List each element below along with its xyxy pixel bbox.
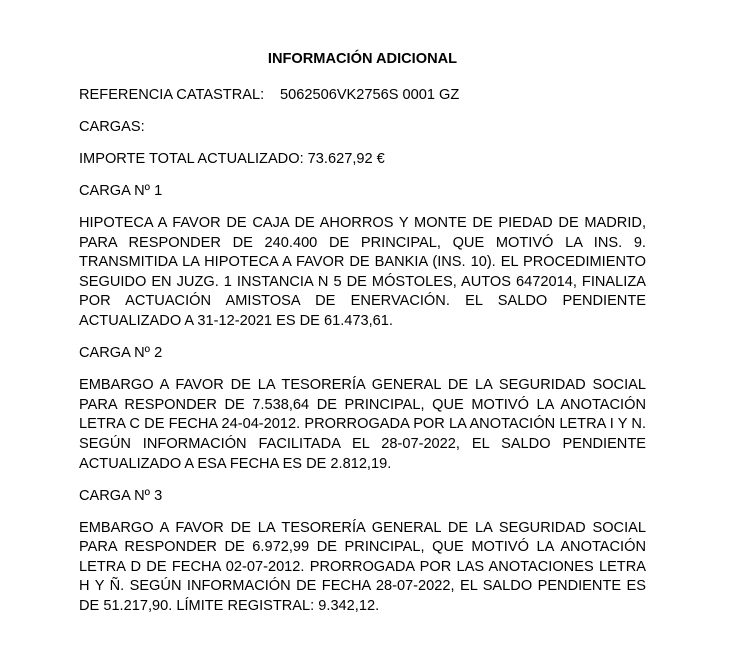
document-title: INFORMACIÓN ADICIONAL — [267, 51, 458, 67]
carga-2-heading: CARGA Nº 2 — [79, 345, 163, 362]
document-body — [79, 50, 646, 629]
carga-1-heading: CARGA Nº 1 — [79, 182, 163, 199]
importe-total: IMPORTE TOTAL ACTUALIZADO: 73.627,92 € — [79, 150, 385, 167]
carga-3-heading: CARGA Nº 3 — [79, 487, 163, 504]
referencia-catastral-value: 5062506VK2756S 0001 GZ — [280, 86, 460, 103]
cargas-label: CARGAS: — [79, 118, 145, 135]
carga-1-text: HIPOTECA A FAVOR DE CAJA DE AHORROS Y MONTE DE PIEDAD DE MADRID, PARA RESPONDER DE 240.400 DE PRINCIPAL, QUE MOTIVÓ LA INS. 9. TRANSMITIDA LA HIPOTECA A FAVOR DE BANKIA (INS. 10). EL PROCEDIMIENTO SEGUIDO EN JUZG. 1 INSTANCIA N 5 DE MÓSTOLES, AUTOS 6472014, FINALIZA POR ACTUACIÓN AMISTOSA DE ENERVACIÓN. EL SALDO PENDIENTE ACTUALIZADO A 31-12-2021 ES DE 61.473,61. — [79, 214, 646, 329]
referencia-catastral-label: REFERENCIA CATASTRAL: — [79, 86, 265, 103]
carga-3-text: EMBARGO A FAVOR DE LA TESORERÍA GENERAL DE LA SEGURIDAD SOCIAL PARA RESPONDER DE 6.972,99 DE PRINCIPAL, QUE MOTIVÓ LA ANOTACIÓN LETRA D DE FECHA 02-07-2012. PRORROGADA POR LAS ANOTACIONES LETRA H Y Ñ. SEGÚN INFORMACIÓN DE FECHA 28-07-2022, EL SALDO PENDIENTE ES DE 51.217,90. LÍMITE REGISTRAL: 9.342,12. — [79, 519, 646, 615]
referencia-catastral-row — [79, 86, 646, 106]
carga-2-text: EMBARGO A FAVOR DE LA TESORERÍA GENERAL DE LA SEGURIDAD SOCIAL PARA RESPONDER DE 7.538,64 DE PRINCIPAL, QUE MOTIVÓ LA ANOTACIÓN LETRA C DE FECHA 24-04-2012. PRORROGADA POR LA ANOTACIÓN LETRA I Y N. SEGÚN INFORMACIÓN FACILITADA EL 28-07-2022, EL SALDO PENDIENTE ACTUALIZADO A ESA FECHA ES DE 2.812,19. — [79, 377, 646, 472]
